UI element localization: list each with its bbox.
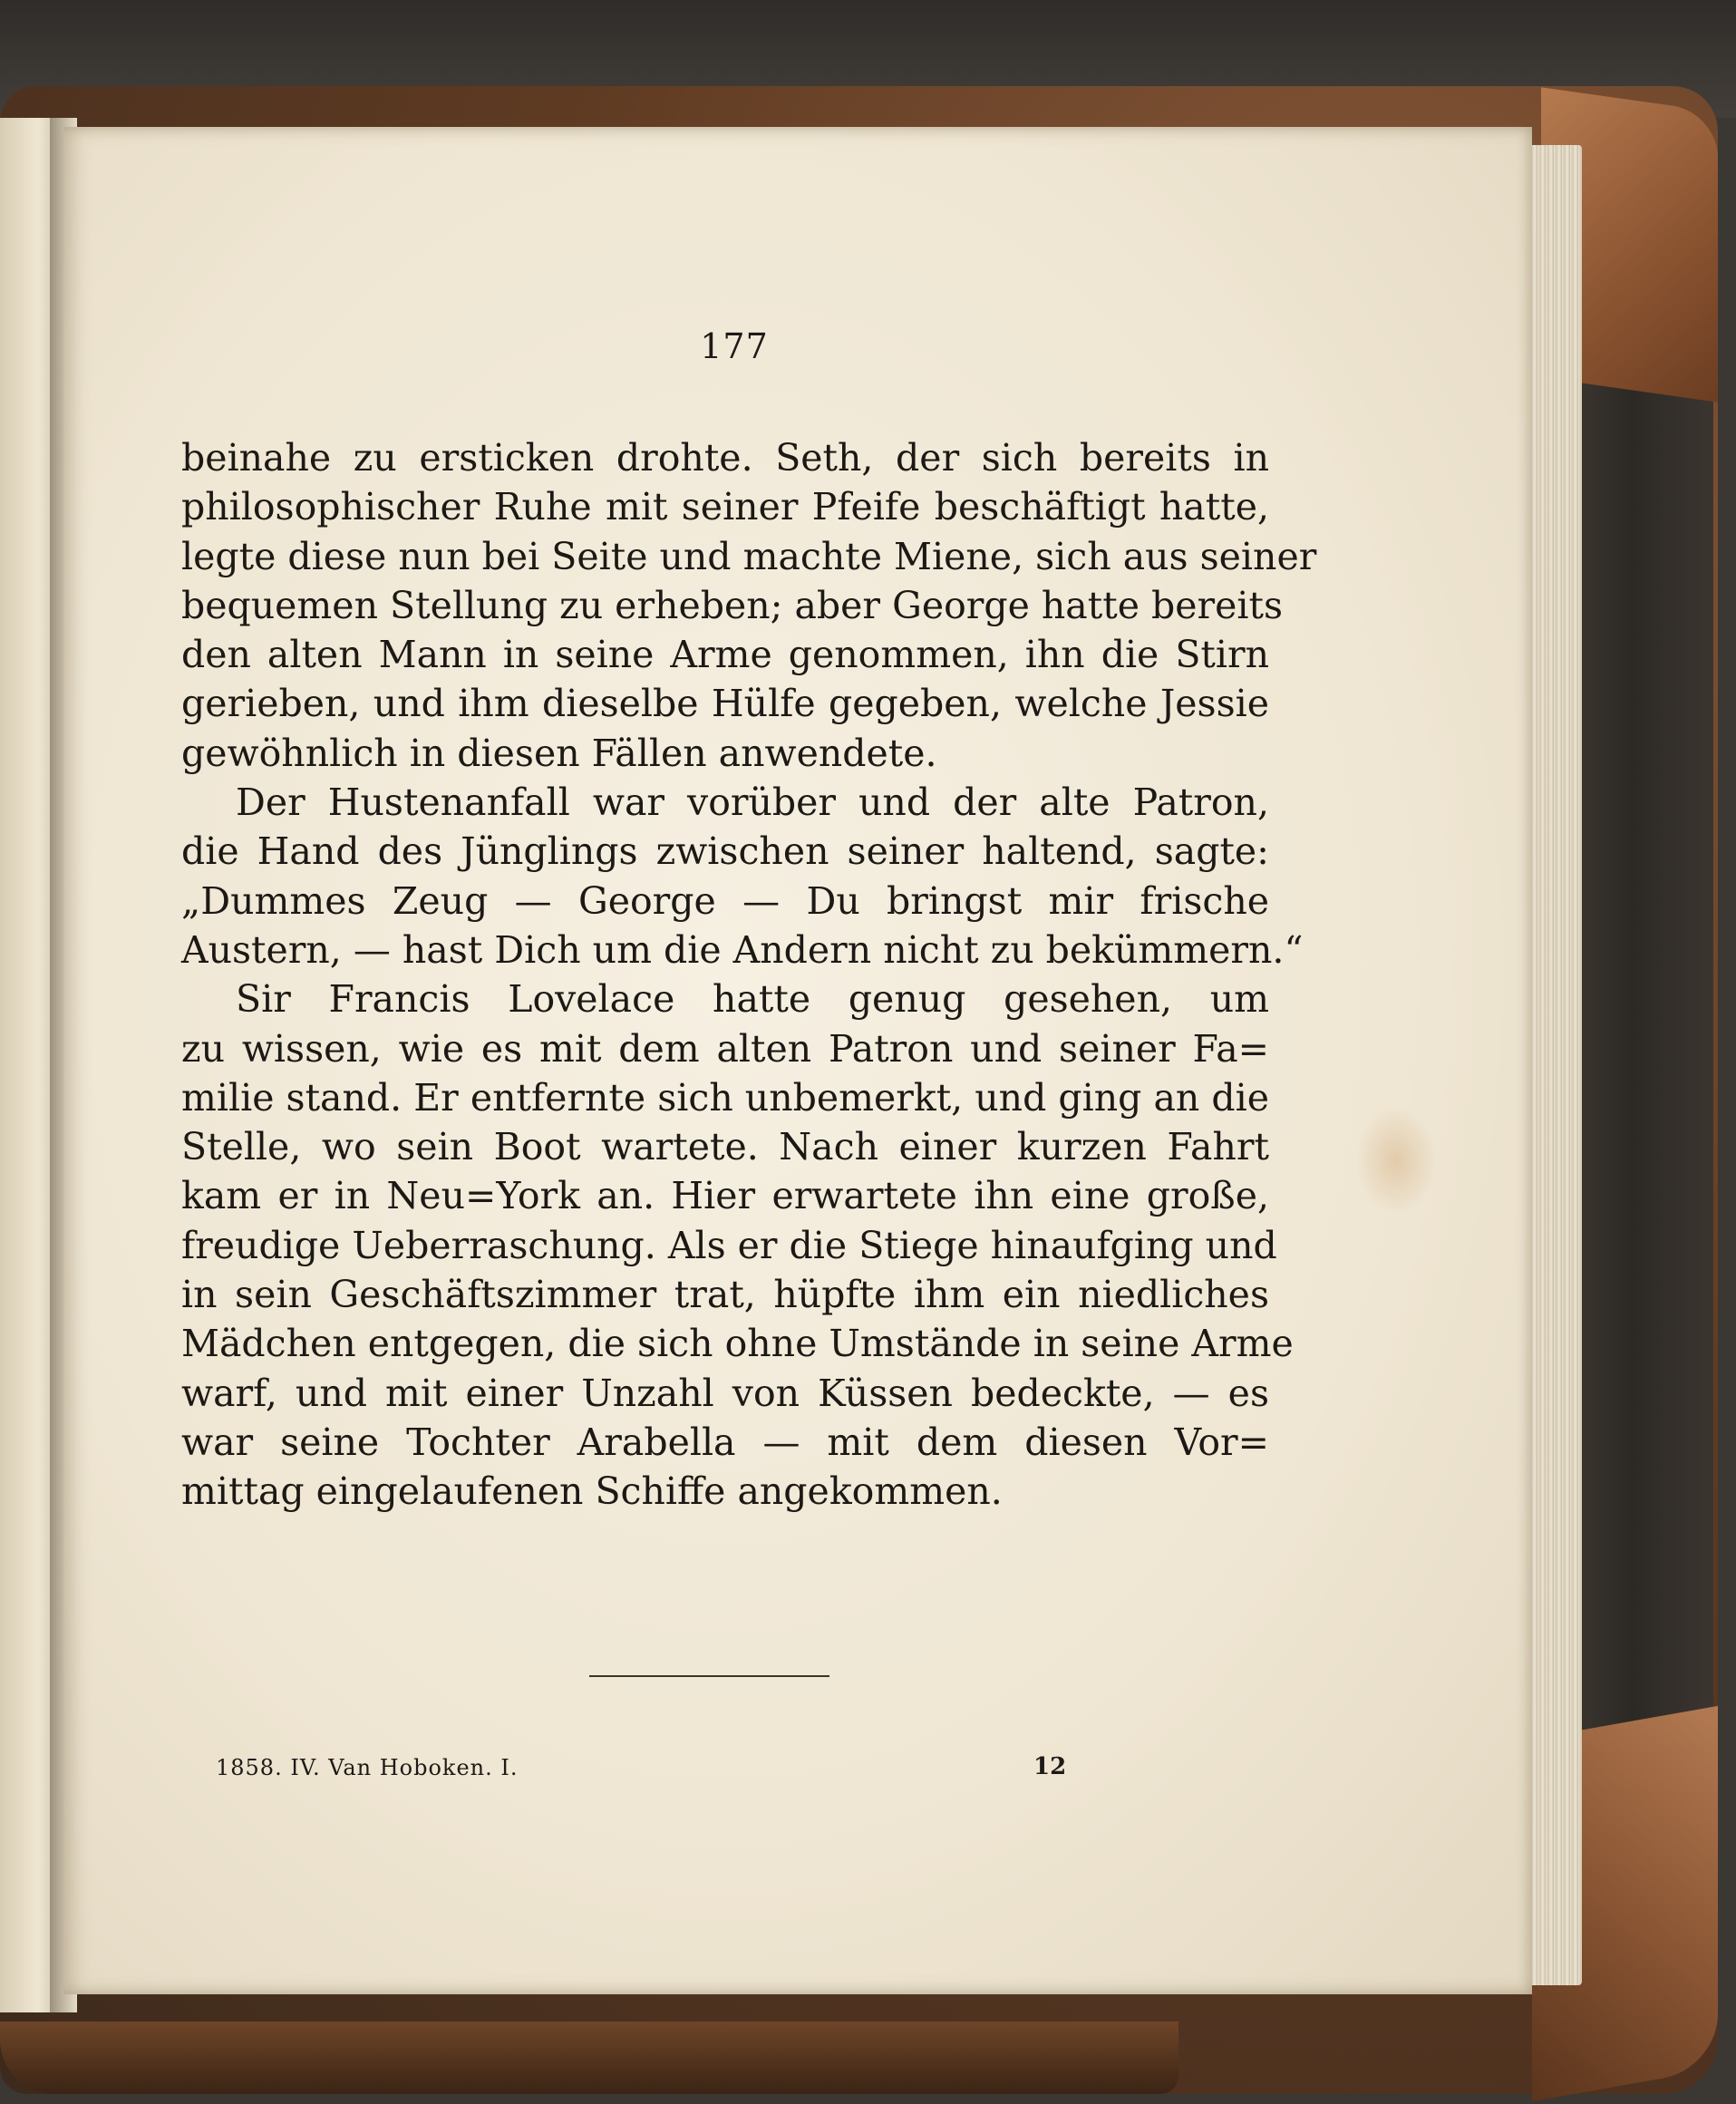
text-line: beinahe zu ersticken drohte. Seth, der sich bereits in <box>181 436 1269 480</box>
text-line: gewöhnlich in diesen Fällen anwendete. <box>181 731 937 775</box>
text-line: Stelle, wo sein Boot wartete. Nach einer kurzen Fahrt <box>181 1125 1269 1169</box>
text-line: Sir Francis Lovelace hatte genug gesehen, um <box>236 977 1269 1022</box>
text-line: den alten Mann in seine Arme genommen, ihn die Stirn <box>181 633 1269 677</box>
text-line: milie stand. Er entfernte sich unbemerkt, und ging an die <box>181 1075 1269 1120</box>
text-line: in sein Geschäftszimmer trat, hüpfte ihm ein niedliches <box>181 1273 1269 1317</box>
cover-bottom-edge <box>0 2022 1178 2094</box>
text-line: philosophischer Ruhe mit seiner Pfeife beschäftigt hatte, <box>181 485 1269 529</box>
text-line: „Dummes Zeug — George — Du bringst mir frische <box>181 878 1269 923</box>
body-text <box>181 433 1317 1517</box>
text-line: die Hand des Jünglings zwischen seiner haltend, sagte: <box>181 829 1269 874</box>
paper-stain <box>1355 1106 1437 1215</box>
printer-signature: 1858. IV. Van Hoboken. I. <box>216 1755 519 1780</box>
footer-rule <box>589 1675 829 1677</box>
text-line: Mädchen entgegen, die sich ohne Umstände in seine Arme <box>181 1322 1294 1366</box>
text-line: warf, und mit einer Unzahl von Küssen bedeckte, — es <box>181 1371 1269 1415</box>
text-line: war seine Tochter Arabella — mit dem diesen Vor= <box>181 1420 1269 1464</box>
text-line: mittag eingelaufenen Schiffe angekommen. <box>181 1469 1003 1514</box>
text-line: freudige Ueberraschung. Als er die Stiege hinaufging und <box>181 1223 1277 1267</box>
text-line: zu wissen, wie es mit dem alten Patron und seiner Fa= <box>181 1026 1269 1071</box>
text-line: bequemen Stellung zu erheben; aber George hatte bereits <box>181 583 1284 627</box>
text-line: Der Hustenanfall war vorüber und der alte Patron, <box>236 781 1269 825</box>
text-line: Austern, — hast Dich um die Andern nicht zu bekümmern.“ <box>181 927 1304 972</box>
text-line: gerieben, und ihm dieselbe Hülfe gegeben, welche Jessie <box>181 682 1269 726</box>
sheet-number: 12 <box>1033 1753 1067 1780</box>
text-line: legte diese nun bei Seite und machte Miene, sich aus seiner <box>181 534 1317 578</box>
text-line: kam er in Neu=York an. Hier erwartete ihn eine große, <box>181 1174 1269 1218</box>
page-number: 177 <box>700 326 769 366</box>
